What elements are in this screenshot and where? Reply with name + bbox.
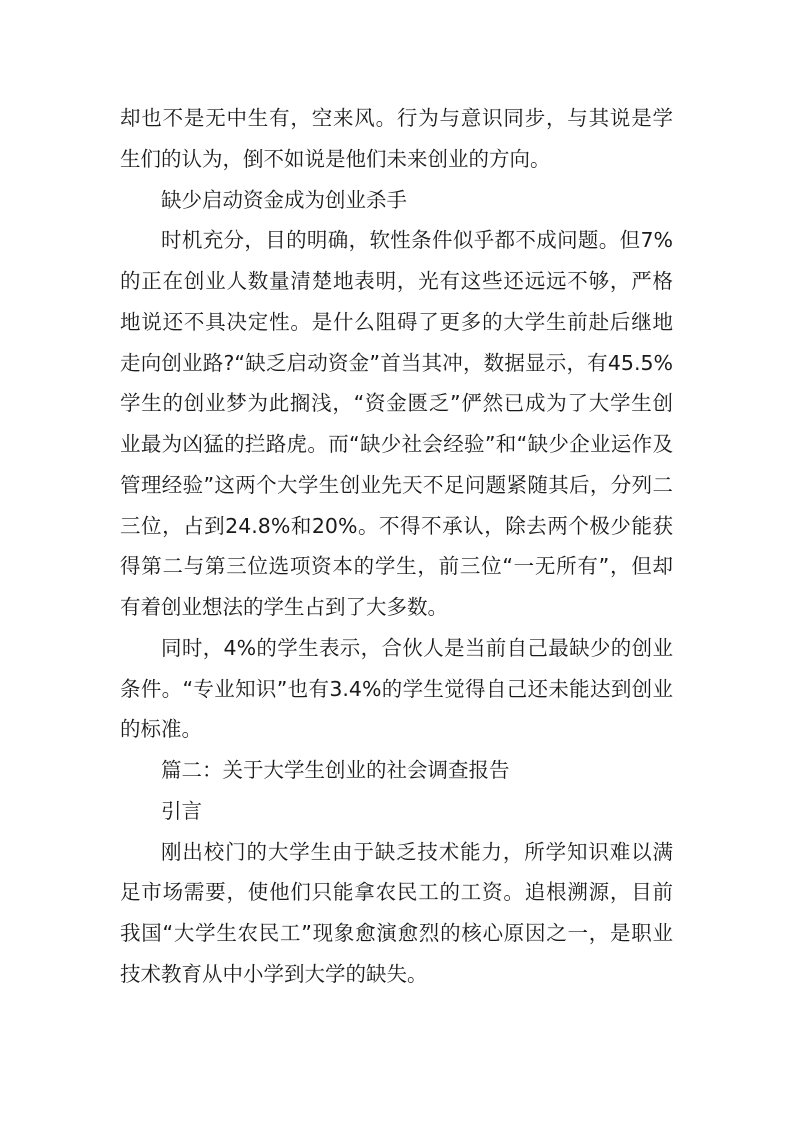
paragraph-continuation: 却也不是无中生有，空来风。行为与意识同步，与其说是学生们的认为，倒不如说是他们未来创业的方向。 xyxy=(120,106,673,171)
paragraph-funding-analysis: 时机充分，目的明确，软性条件似乎都不成问题。但7%的正在创业人数量清楚地表明，光有这些还远远不够，严格地说还不具决定性。是什么阻碍了更多的大学生前赴后继地走向创业路?“缺乏启动资金”首当其冲，数据显示，有45.5%学生的创业梦为此搁浅，“资金匮乏”俨然已成为了大学生创业最为凶猛的拦路虎。而“缺少社会经验”和“缺少企业运作及管理经验”这两个大学生创业先天不足问题紧随其后，分列二三位，占到24.8%和20%。不得不承认，除去两个极少能获得第二与第三位选项资本的学生，前三位“一无所有”，但却有着创业想法的学生占到了大多数。 xyxy=(120,228,673,619)
paragraph-introduction-body: 刚出校门的大学生由于缺乏技术能力，所学知识难以满足市场需要，使他们只能拿农民工的工资。追根溯源，目前我国“大学生农民工”现象愈演愈烈的核心原因之一，是职业技术教育从中小学到大学的缺失。 xyxy=(120,839,673,986)
document-page xyxy=(120,98,673,995)
section-title-part-two: 篇二：关于大学生创业的社会调查报告 xyxy=(161,758,510,782)
section-heading-introduction: 引言 xyxy=(161,798,202,823)
paragraph-partner-knowledge: 同时，4%的学生表示，合伙人是当前自己最缺少的创业条件。“专业知识”也有3.4%的学生觉得自己还未能达到创业的标准。 xyxy=(120,635,673,742)
section-heading-startup-funding: 缺少启动资金成为创业杀手 xyxy=(161,187,407,212)
